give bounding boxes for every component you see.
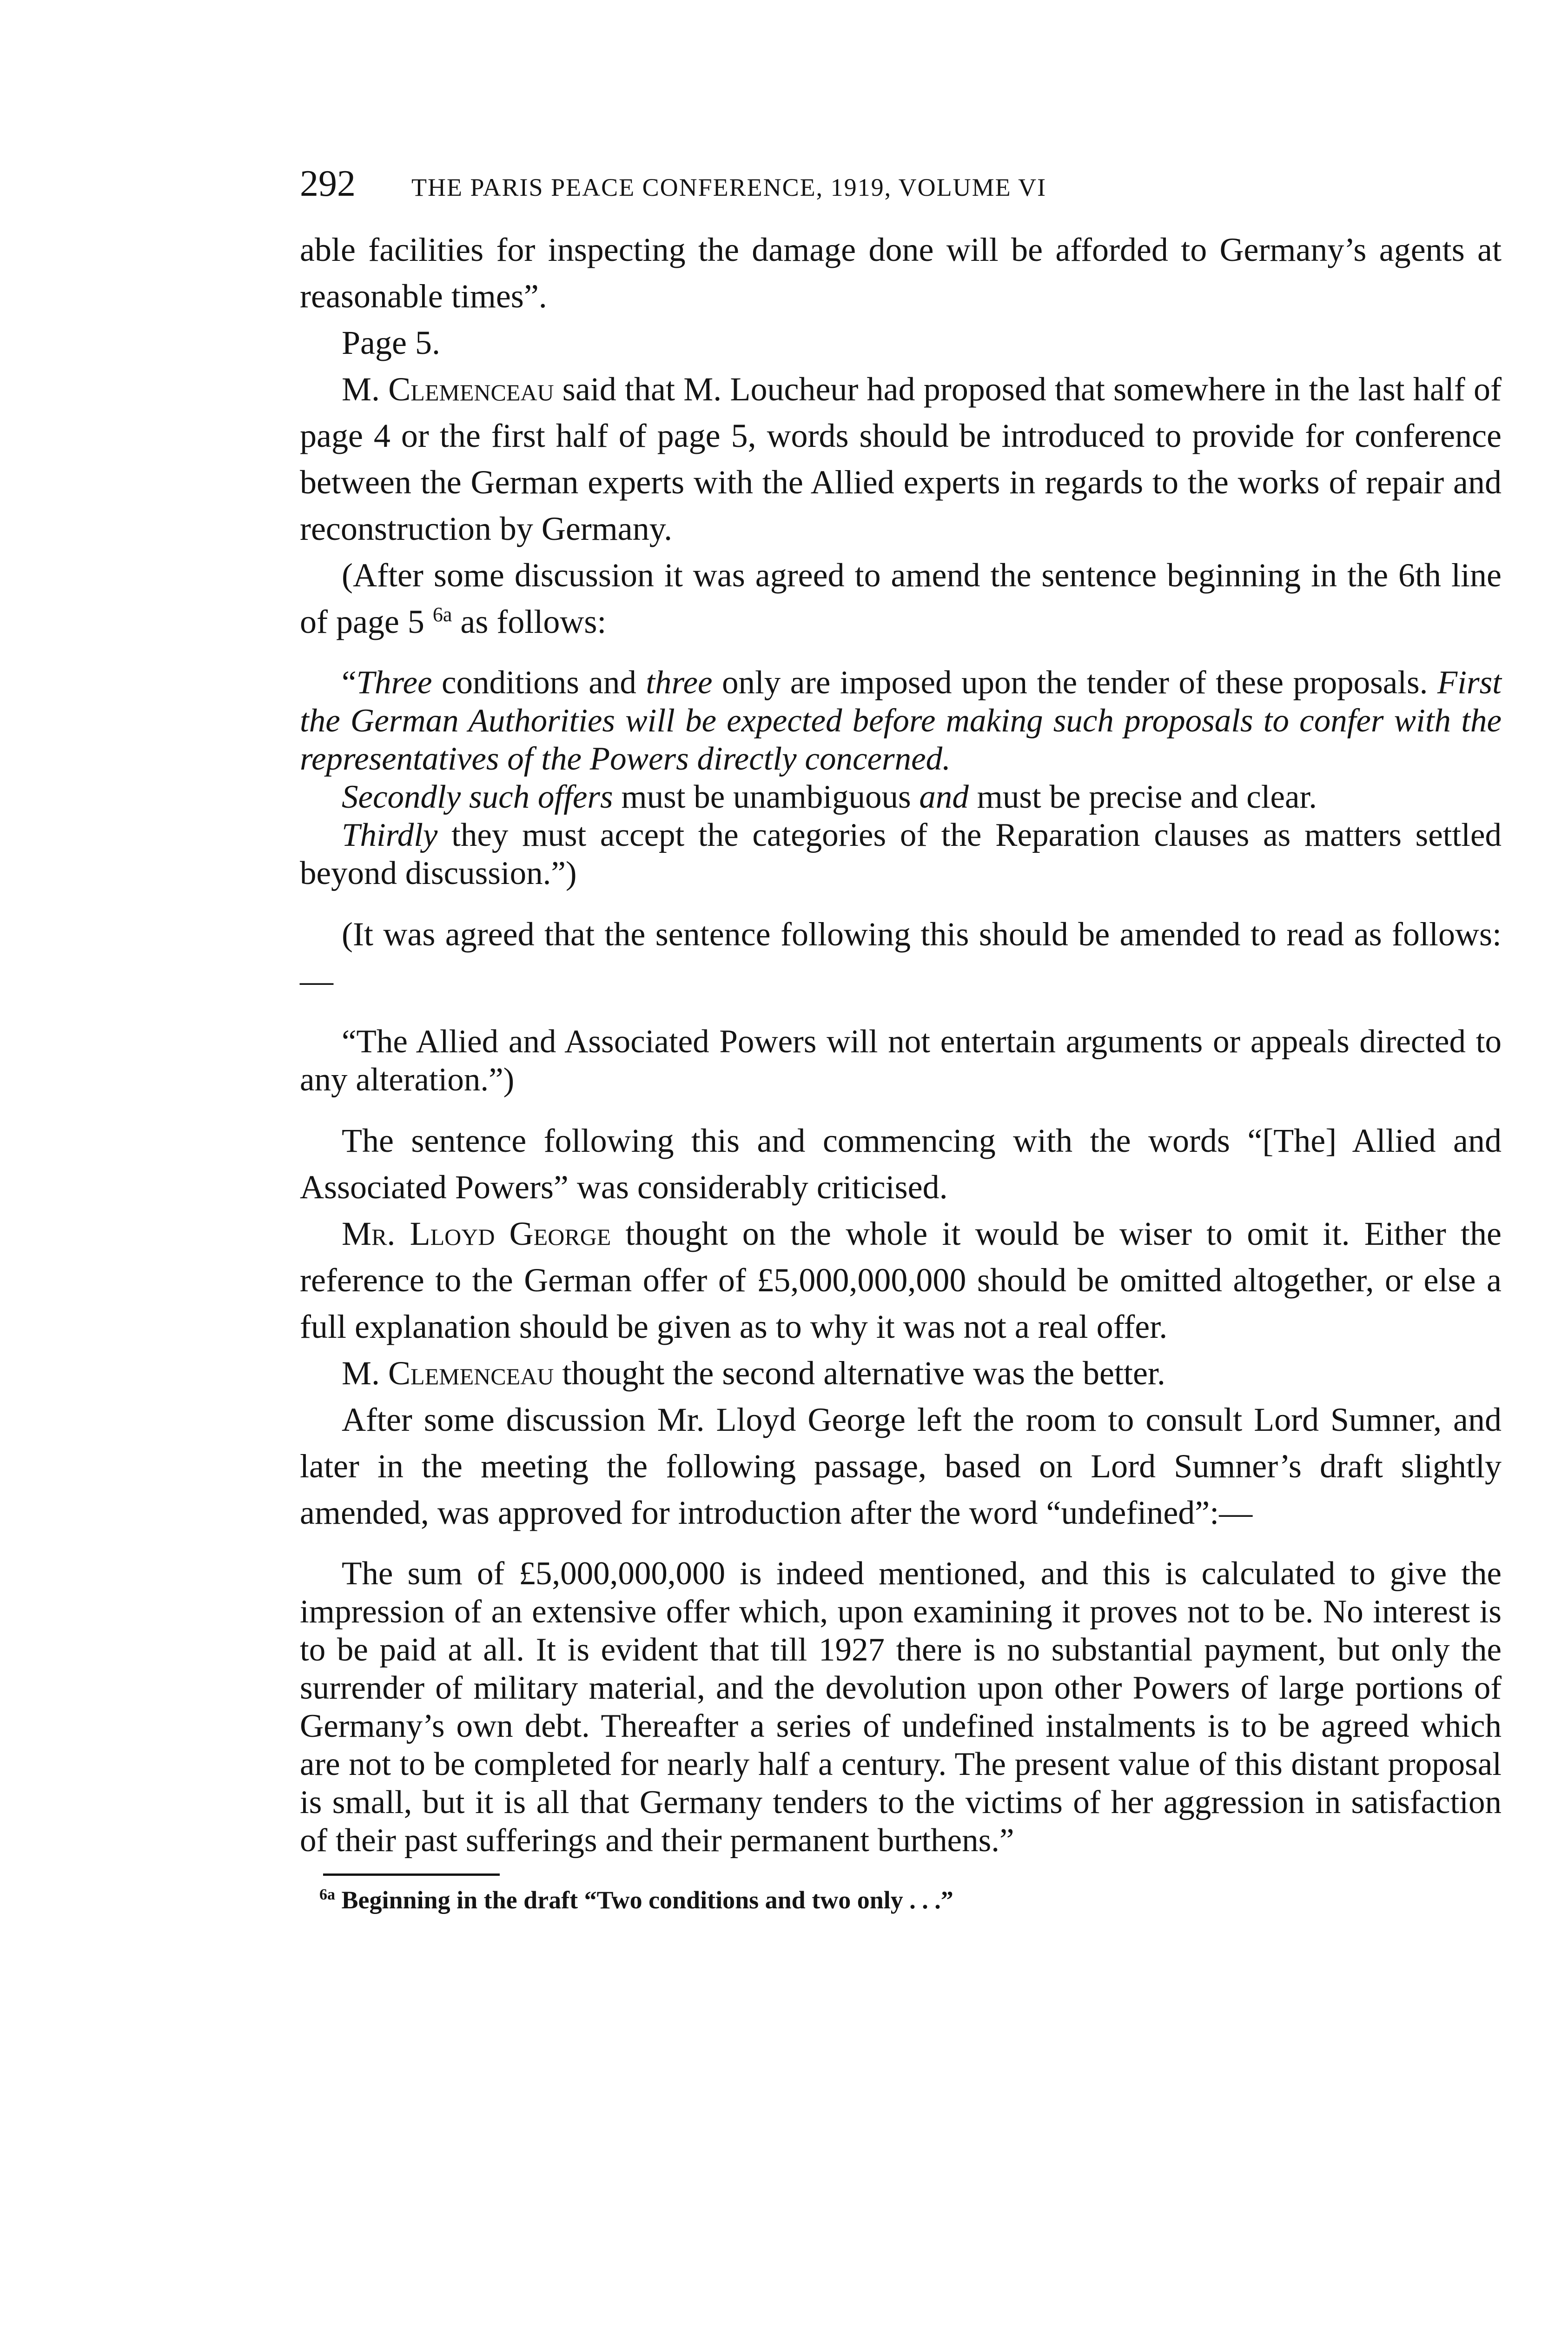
emphasis: Secondly such offers [342,779,613,815]
quote-text: only are imposed upon the tender of these proposals. [712,664,1437,701]
paragraph-text: said that M. Loucheur had proposed that somewhere in the last half of page 4 or the first half of page 5, words should be introduced to provide for conference between the German experts with the Allied experts in regards to the works of repair and reconstruction by Germany. [300,371,1502,547]
quote-sumner-passage: The sum of £5,000,000,000 is indeed mentioned, and this is calculated to give the impression of an extensive offer which, upon examining it proves not to be. No interest is to be paid at all. It is evident that till 1927 there is no substantial payment, but only the surrender of military material, and the devolution upon other Powers of large portions of Germany’s own debt. Thereafter a series of undefined instalments is to be agreed which are not to be completed for nearly half a century. The present value of this distant proposal is small, but it is all that Germany tenders to the victims of her aggression in satisfaction of their past sufferings and their permanent burthens.” [300,1555,1502,1859]
emphasis: three [646,664,713,701]
quote-text: must be unambiguous [613,779,920,815]
footnote [319,1881,1502,1919]
speaker-name: M. Clemenceau [342,1355,554,1392]
paragraph-clemenceau-alternative [300,1350,1502,1396]
emphasis: Three [356,664,432,701]
speaker-name: Mr. Lloyd George [342,1215,611,1252]
footnote-text: Beginning in the draft “Two conditions and two only . . .” [335,1886,953,1914]
emphasis: First the German Authorities will be expected before making such proposals to confer with the representatives of the Powers directly concerned. [300,664,1502,777]
paragraph-text: (After some discussion it was agreed to amend the sentence beginning in the 6th line of page 5 [300,557,1502,640]
emphasis: and [919,779,969,815]
page-reference: Page 5. [342,324,440,361]
quote-text: conditions and [432,664,646,701]
footnote-reference: 6a [432,603,452,626]
quote-thirdly [300,816,1502,892]
paragraph-text: thought the second alternative was the better. [554,1355,1165,1392]
paragraph-clemenceau-loucheur [300,366,1502,552]
footnote-mark: 6a [319,1886,335,1903]
paragraph-lloyd-george [300,1210,1502,1350]
paragraph-criticised: The sentence following this and commencing with the words “[The] Allied and Associated Powers” was considerably criticised. [300,1122,1502,1206]
quote-text: must be precise and clear. [968,779,1317,815]
paragraph-text: thought on the whole it would be wiser to omit it. Either the reference to the German offer of £5,000,000,000 should be omitted altogether, or else a full explanation should be given as to why it was not a real offer. [300,1215,1502,1345]
quote-text: they must accept the categories of the Reparation clauses as matters settled beyond discussion.”) [300,817,1502,891]
running-title: THE PARIS PEACE CONFERENCE, 1919, VOLUME VI [411,173,1047,201]
paragraph-amend-sentence [300,552,1502,645]
document-page [300,163,1502,1919]
quote-secondly [300,778,1502,816]
paragraph-text: as follows: [452,603,607,640]
footnote-divider [323,1873,500,1876]
speaker-name: M. Clemenceau [342,371,554,408]
quote-mark: “ [342,664,357,701]
page-number: 292 [300,163,356,204]
paragraph-sumner-draft: After some discussion Mr. Lloyd George left the room to consult Lord Sumner, and later in the meeting the following passage, based on Lord Sumner’s draft slightly amended, was approved for introduction after the word “undefined”:— [300,1401,1502,1531]
paragraph-agreed-amend: (It was agreed that the sentence following this should be amended to read as follows:— [300,916,1502,999]
page-header [300,163,1502,205]
quote-conditions [300,664,1502,778]
quote-allied-powers: “The Allied and Associated Powers will not entertain arguments or appeals directed to any alteration.”) [300,1023,1502,1098]
emphasis: Thirdly [342,817,438,853]
paragraph-continuation: able facilities for inspecting the damage done will be afforded to Germany’s agents at reasonable times”. [300,231,1502,315]
